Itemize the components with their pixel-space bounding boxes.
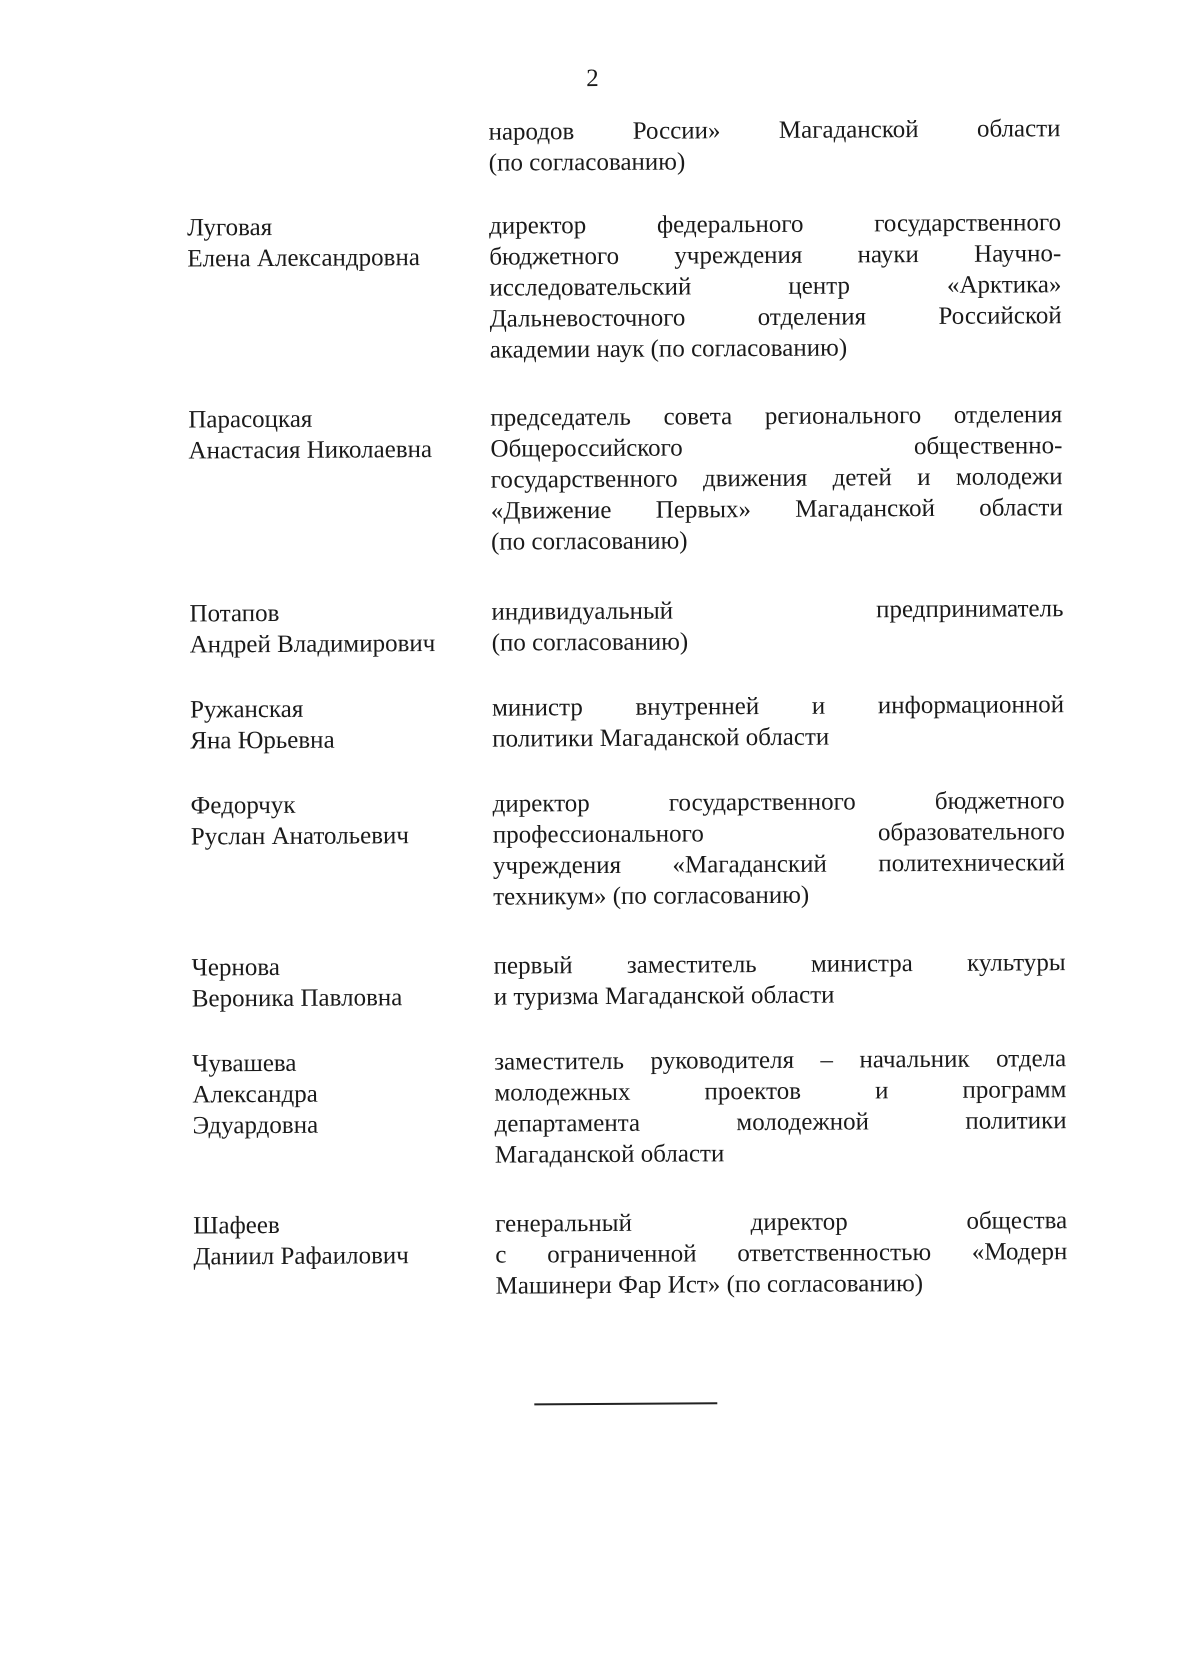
name-line: Даниил Рафаилович: [193, 1242, 409, 1271]
continuation-text: [488, 113, 1060, 178]
page-number: 2: [586, 64, 599, 93]
text-line: исследовательский центр «Арктика»: [489, 271, 1062, 302]
text-line: заместитель руководителя – начальник отдела: [494, 1045, 1067, 1076]
member-entry: [0, 592, 1199, 659]
member-name: [193, 1209, 483, 1273]
name-line: Парасоцкая: [188, 405, 313, 434]
text-line: с ограниченной ответственностью «Модерн: [495, 1238, 1068, 1269]
text-line: народов России» Магаданской области: [488, 115, 1061, 146]
text-line: генеральный директор общества: [495, 1207, 1068, 1238]
text-line: Общероссийского общественно-: [490, 432, 1063, 463]
name-line: Ружанская: [189, 695, 304, 724]
name-line: Андрей Владимирович: [189, 630, 436, 659]
member-name: [188, 403, 478, 467]
text-line: «Движение Первых» Магаданской области: [490, 494, 1063, 525]
member-role: [490, 399, 1063, 557]
text-line: молодежных проектов и программ: [494, 1076, 1067, 1107]
name-line: Елена Александровна: [187, 244, 420, 273]
name-line: Анастасия Николаевна: [188, 436, 433, 465]
text-line: департамента молодежной политики: [494, 1107, 1067, 1138]
text-line: Машинери Фар Ист» (по согласованию): [495, 1270, 924, 1300]
text-line: политики Магаданской области: [492, 723, 830, 753]
member-name: [190, 693, 480, 757]
name-line: Эдуардовна: [192, 1111, 319, 1140]
member-role: [494, 947, 1066, 1012]
text-line: учреждения «Магаданский политехнический: [492, 849, 1066, 880]
text-line: председатель совета регионального отделения: [490, 401, 1063, 432]
end-of-list-rule: [534, 1402, 717, 1405]
text-line: (по согласованию): [491, 628, 689, 657]
member-entry: [2, 946, 1200, 1013]
text-line: директор государственного бюджетного: [492, 787, 1065, 818]
text-line: первый заместитель министра культуры: [493, 949, 1066, 980]
member-entry: [2, 1042, 1200, 1169]
name-line: Федорчук: [190, 791, 296, 820]
name-line: Яна Юрьевна: [190, 726, 335, 755]
text-line: профессионального образовательного: [492, 818, 1065, 849]
member-name: [192, 1047, 483, 1142]
member-entry: [1, 784, 1200, 911]
member-role: [489, 207, 1062, 365]
member-role: [495, 1205, 1068, 1301]
text-line: (по согласованию): [490, 527, 688, 556]
text-line: индивидуальный предприниматель: [491, 595, 1064, 626]
member-entry: [3, 1204, 1200, 1300]
continuation-entry: [0, 112, 1196, 177]
text-line: (по согласованию): [488, 148, 686, 177]
name-line: Руслан Анатольевич: [190, 822, 410, 851]
name-line: Чувашева: [192, 1049, 297, 1078]
member-role: [492, 689, 1064, 754]
text-line: и туризма Магаданской области: [493, 981, 835, 1011]
text-line: бюджетного учреждения науки Научно-: [489, 240, 1062, 271]
text-line: директор федерального государственного: [489, 209, 1062, 240]
text-line: техникум» (по согласованию): [493, 881, 810, 911]
member-role: [494, 1043, 1067, 1170]
text-line: академии наук (по согласованию): [489, 334, 848, 364]
name-line: Потапов: [189, 599, 280, 628]
member-role: [493, 785, 1066, 912]
member-name: [189, 597, 479, 661]
name-line: Вероника Павловна: [191, 984, 403, 1013]
member-entry: [0, 398, 1198, 556]
text-line: Магаданской области: [494, 1140, 725, 1169]
member-entry: [0, 206, 1197, 364]
name-line: Шафеев: [193, 1211, 280, 1240]
name-line: Александра: [192, 1080, 318, 1109]
member-name: [187, 211, 477, 275]
text-line: министр внутренней и информационной: [491, 691, 1065, 722]
text-line: государственного движения детей и молодежи: [490, 463, 1063, 494]
member-role: [491, 593, 1063, 658]
member-name: [191, 789, 481, 853]
member-entry: [0, 688, 1200, 755]
name-line: Чернова: [191, 953, 281, 982]
name-line: Луговая: [187, 213, 273, 242]
member-name: [192, 951, 482, 1015]
text-line: Дальневосточного отделения Российской: [489, 302, 1062, 333]
